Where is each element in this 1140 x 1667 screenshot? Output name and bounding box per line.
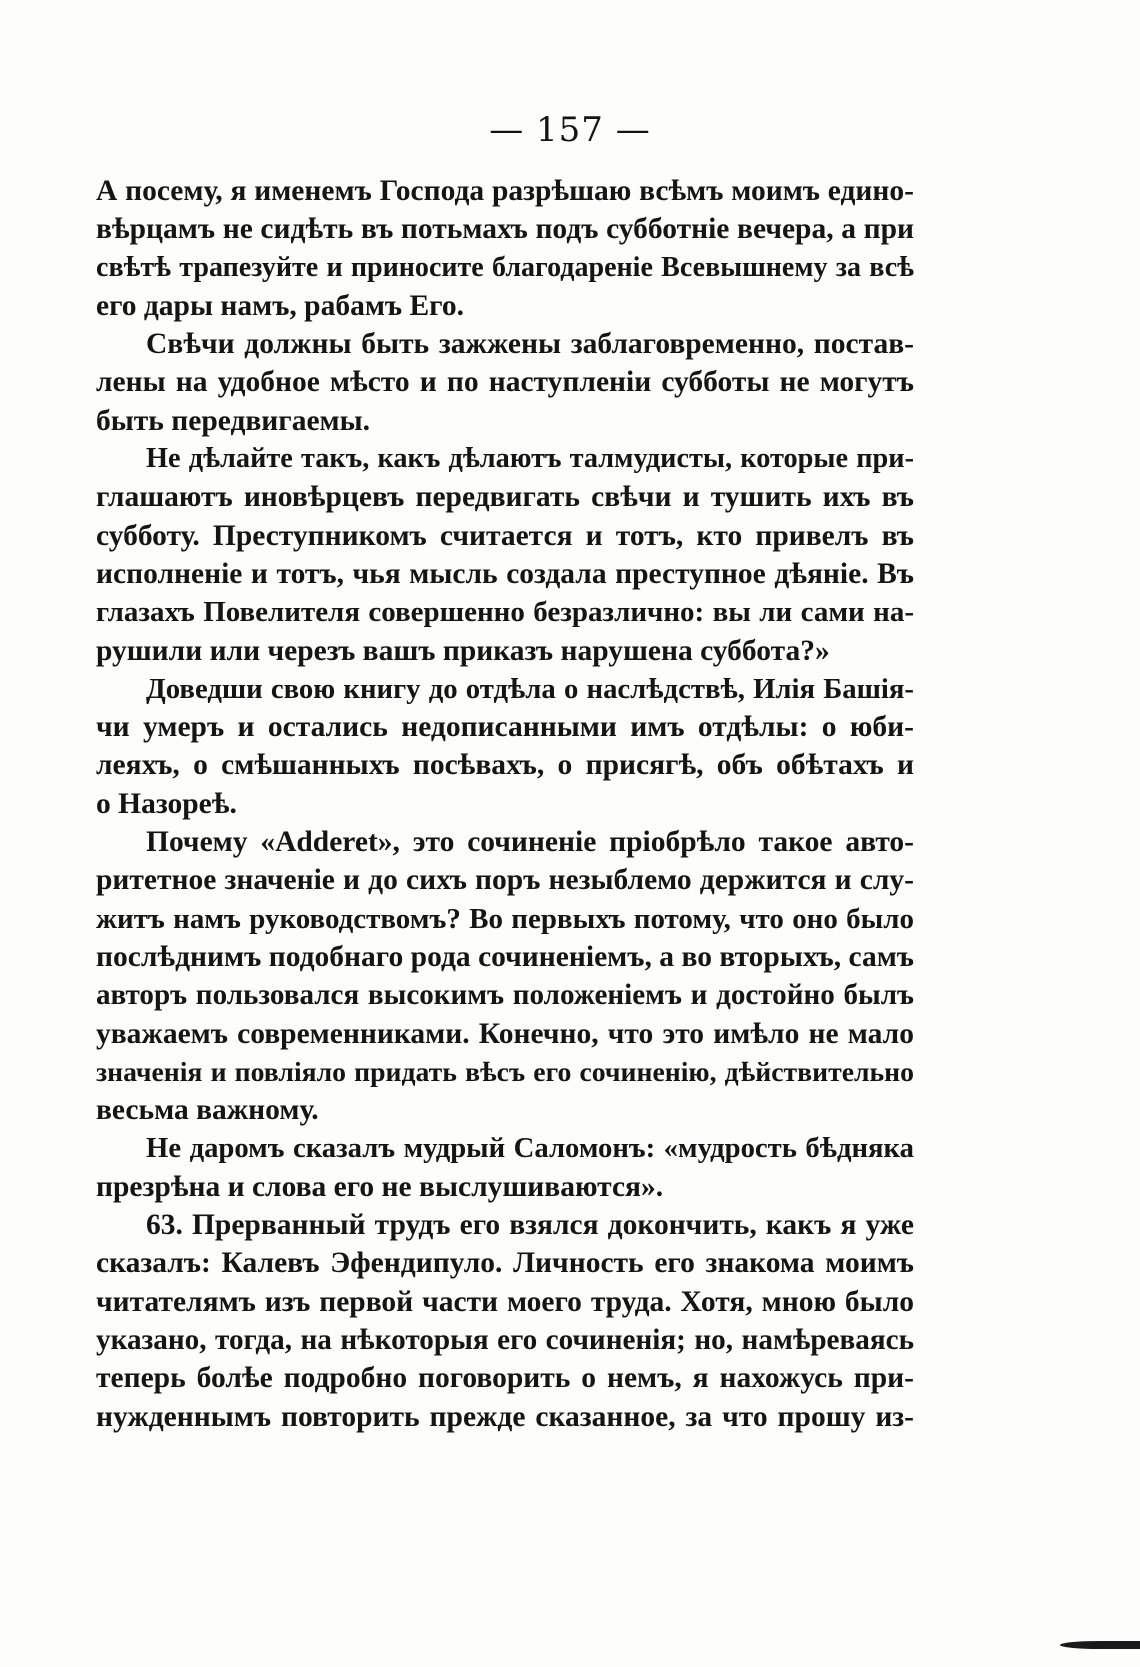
text-line: сказалъ: Калевъ Эфендипуло. Личность его знакома моимъ (96, 1247, 914, 1280)
text-line: Доведши свою книгу до отдѣла о наслѣдствѣ, Илія Башія- (146, 672, 914, 705)
text-line: Не даромъ сказалъ мудрый Саломонъ: «мудрость бѣдняка (146, 1132, 914, 1165)
text-line: авторъ пользовался высокимъ положеніемъ и достойно былъ (96, 979, 914, 1012)
text-line: ритетное значеніе и до сихъ поръ незыблемо держится и слу- (96, 864, 914, 897)
text-line: субботу. Преступникомъ считается и тотъ, кто привелъ въ (96, 519, 914, 552)
text-line: уважаемъ современниками. Конечно, что это имѣло не мало (96, 1017, 914, 1050)
text-line: теперь болѣе подробно поговорить о немъ, я нахожусь при- (96, 1362, 914, 1395)
text-line: нужденнымъ повторить прежде сказанное, за что прошу из- (96, 1400, 914, 1433)
text-line: рушили или черезъ вашъ приказъ нарушена суббота?» (96, 634, 830, 667)
page-number: — 157 — (489, 110, 651, 150)
text-line: значенія и повліяло придать вѣсъ его сочиненію, дѣйствительно (96, 1055, 914, 1087)
text-line: весьма важному. (96, 1094, 319, 1127)
text-line: Почему «Adderet», это сочиненіе пріобрѣло такое авто- (146, 826, 914, 859)
text-line: глазахъ Повелителя совершенно безразлично: вы ли сами на- (96, 596, 914, 629)
body-text (96, 172, 914, 1436)
text-line: лены на удобное мѣсто и по наступленіи субботы не могутъ (96, 366, 914, 399)
text-line: вѣрцамъ не сидѣть въ потьмахъ подъ субботніе вечера, а при (96, 213, 914, 246)
text-line: указано, тогда, на нѣкоторыя его сочиненія; но, намѣреваясь (96, 1323, 914, 1356)
text-line: презрѣна и слова его не выслушиваются». (96, 1170, 664, 1203)
text-line: послѣднимъ подобнаго рода сочиненіемъ, а во вторыхъ, самъ (96, 940, 914, 973)
text-line: леяхъ, о смѣшанныхъ посѣвахъ, о присягѣ, объ обѣтахъ и (96, 749, 914, 782)
text-line: исполненіе и тотъ, чья мысль создала преступное дѣяніе. Въ (96, 557, 914, 590)
text-line: о Назореѣ. (96, 787, 237, 820)
text-line: Не дѣлайте такъ, какъ дѣлаютъ талмудисты, которые при- (146, 443, 914, 475)
text-line: чи умеръ и остались недописанными имъ отдѣлы: о юби- (96, 711, 914, 744)
text-line: Свѣчи должны быть зажжены заблаговременно, постав- (146, 328, 914, 361)
scan-edge-mark (1060, 1641, 1140, 1649)
text-line: его дары намъ, рабамъ Его. (96, 289, 464, 322)
text-line: читателямъ изъ первой части моего труда. Хотя, мною было (96, 1285, 914, 1318)
text-line: быть передвигаемы. (96, 404, 371, 437)
text-line: житъ намъ руководствомъ? Во первыхъ потому, что оно было (96, 902, 914, 935)
text-line: 63. Прерванный трудъ его взялся докончить, какъ я уже (146, 1209, 914, 1242)
text-line: свѣтѣ трапезуйте и приносите благодареніе Всевышнему за всѣ (96, 251, 914, 283)
text-line: глашаютъ иновѣрцевъ передвигать свѣчи и тушить ихъ въ (96, 481, 914, 514)
text-line: А посему, я именемъ Господа разрѣшаю всѣмъ моимъ едино- (96, 175, 914, 207)
